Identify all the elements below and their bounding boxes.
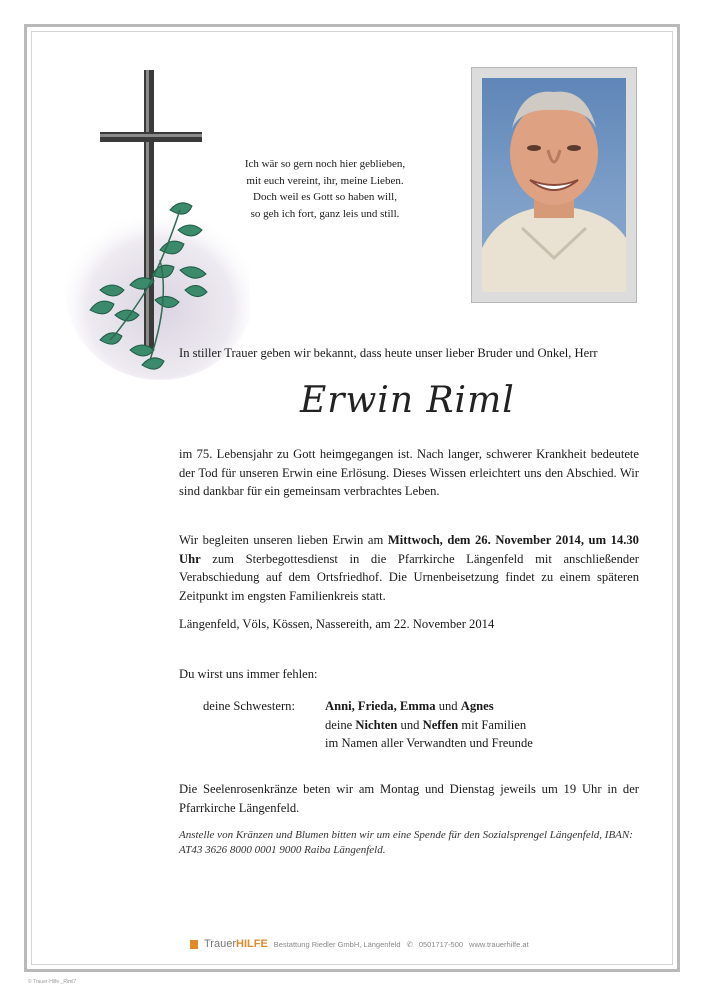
donation-notice: Anstelle von Kränzen und Blumen bitten wir um eine Spende für den Sozialsprengel Längenfeld, IBAN: AT43 3626 8000 0001 9000 Raiba Längenfeld.: [179, 829, 633, 856]
portrait-photo: [482, 78, 626, 292]
sister-names: Anni, Frieda, Emma: [325, 699, 436, 713]
footer: [190, 938, 550, 950]
intro-text: In stiller Trauer geben wir bekannt, dass heute unser lieber Bruder und Onkel, Herr: [179, 346, 598, 360]
trauerhilfe-logo-icon: [190, 940, 198, 949]
company-name: Bestattung Riedler GmbH, Längenfeld: [273, 939, 401, 949]
phone-icon: ✆: [406, 939, 413, 949]
logo-text: [204, 938, 268, 950]
poem-line: mit euch vereint, ihr, meine Lieben.: [246, 174, 404, 187]
logo-text-b: HILFE: [236, 938, 268, 950]
nieces-word: Nichten: [355, 717, 398, 732]
relatives-suffix: mit Familien: [458, 717, 527, 732]
relatives-line-nieces: [325, 716, 645, 735]
relatives-line-all: im Namen aller Verwandten und Freunde: [325, 736, 533, 751]
place-date: Längenfeld, Völs, Kössen, Nassereith, am 22. November 2014: [179, 617, 495, 631]
phone-number: 0501717-500: [418, 939, 464, 949]
memorial-poem: [200, 156, 450, 222]
funeral-date: Mittwoch, dem 26. November 2014, um 14.30 Uhr: [179, 533, 639, 566]
sister-name-last: Agnes: [460, 699, 494, 713]
funeral-text-start: Wir begleiten unseren lieben Erwin am: [179, 533, 388, 547]
missing-line: Du wirst uns immer fehlen:: [179, 667, 318, 681]
funeral-text-end: zum Sterbegottesdienst in die Pfarrkirche Längenfeld mit anschließender Verabschiedung auf dem Ortsfriedhof. Die Urnenbeisetzung findet zu einem späteren Zeitpunkt im engsten Familienkreis statt.: [179, 551, 639, 603]
and-word: und: [397, 717, 423, 732]
nephews-word: Neffen: [422, 717, 459, 732]
portrait-frame: [471, 67, 637, 303]
funeral-paragraph: [179, 531, 639, 605]
logo-text-a: Trauer: [204, 938, 236, 950]
deceased-name: Erwin Riml: [300, 380, 515, 421]
life-paragraph: im 75. Lebensjahr zu Gott heimgegangen ist. Nach langer, schwerer Krankheit bedeutete der Tod für unseren Erwin eine Erlösung. Dieses Wissen erleichtert uns den Abschied. Wir sind dankbar für ein gemeinsam verbrachtes Leben.: [179, 447, 639, 499]
poem-line: so geh ich fort, ganz leis und still.: [250, 207, 400, 220]
corner-note: © Trauer-Hilfe _Riml7: [28, 979, 77, 985]
poem-line: Ich wär so gern noch hier geblieben,: [244, 158, 406, 170]
relatives-line-sisters: [325, 697, 645, 716]
rosary-notice: Die Seelenrosenkränze beten wir am Montag und Dienstag jeweils um 19 Uhr in der Pfarrkirche Längenfeld.: [179, 782, 639, 815]
relatives-label: deine Schwestern:: [203, 699, 295, 713]
and-word: und: [435, 699, 461, 713]
poem-line: Doch weil es Gott so haben will,: [253, 191, 397, 203]
relatives-prefix: deine: [325, 717, 356, 732]
website: www.trauerhilfe.at: [469, 939, 529, 949]
relatives-list: [325, 697, 645, 753]
